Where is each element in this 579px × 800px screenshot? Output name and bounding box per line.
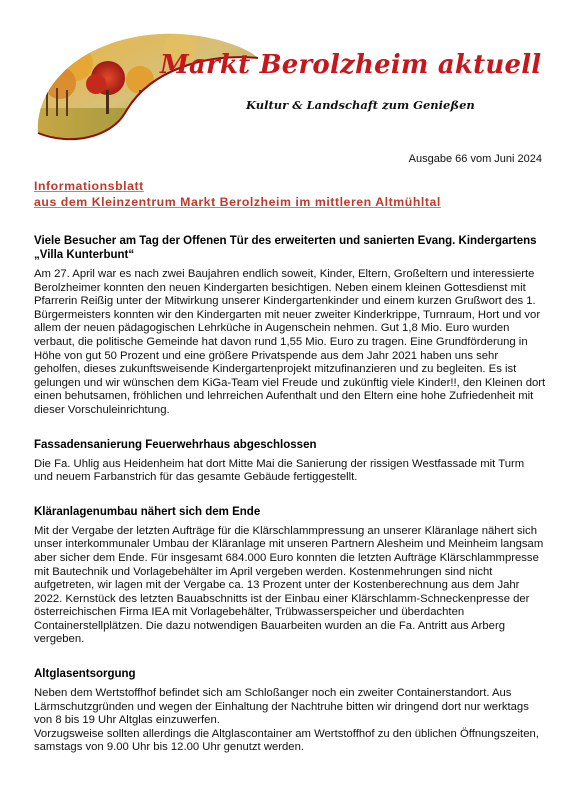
masthead-subtitle: Kultur & Landschaft zum Genießen xyxy=(246,98,475,112)
masthead-title: Markt Berolzheim aktuell xyxy=(160,50,542,80)
article-body: Die Fa. Uhlig aus Heidenheim hat dort Mitte Mai die Sanierung der rissigen Westfassade mit Turm und neuem Farbanstrich für das gesamte Gebäude fertiggestellt. xyxy=(34,457,525,484)
article-heading: Fassadensanierung Feuerwehrhaus abgeschlossen xyxy=(34,438,317,451)
article-klaeranlage xyxy=(34,505,546,647)
article-body: Mit der Vergabe der letzten Aufträge für die Klärschlammpressung an unserer Kläranlage nähert sich unser interkommunaler Umbau der Kläranlage mit unseren Partnern Alesheim und Meinheim langsam aber sicher dem Ende. Für insgesamt 684.000 Euro konnten die letzten Aufträge Klärschlammpresse mit Bautechnik und Vorlagebehälter im April vergeben werden. Kostenmehrungen sind nicht aufgetreten, wir lagen mit der Vergabe ca. 13 Prozent unter der Kostenberechnung aus dem Jahr 2022. Kernstück des letzten Bauabschnitts ist der Einbau einer Klärschlamm-Schneckenpresse der österreichischen Firma IEA mit Vorlagebehälter, Trübwasserspeicher und überdachten Containerstellplätzen. Die dazu notwendigen Bauarbeiten wurden an die Fa. Antritt aus Arberg vergeben. xyxy=(34,524,544,646)
infoblatt-line-1: Informationsblatt xyxy=(34,179,144,193)
article-list xyxy=(34,234,546,775)
infoblatt-heading xyxy=(34,178,441,210)
article-body: Neben dem Wertstoffhof befindet sich am Schloßanger noch ein zweiter Containerstandort. Aus Lärmschutzgründen und wegen der Einhaltung der Nachtruhe bitten wir dringend dort nur werktags von 8 bis 19 Uhr Altglas einzuwerfen. xyxy=(34,687,529,727)
article-altglas xyxy=(34,667,546,755)
article-feuerwehrhaus xyxy=(34,438,546,485)
article-heading: Viele Besucher am Tag der Offenen Tür des erweiterten und sanierten Evang. Kindergartens „Villa Kunterbunt“ xyxy=(34,235,537,261)
article-body-2: Vorzugsweise sollten allerdings die Altglascontainer am Wertstoffhof zu den üblichen Öffnungszeiten, samstags von 9.00 Uhr bis 12.00 Uhr genutzt werden. xyxy=(34,727,539,754)
article-kindergarten xyxy=(34,234,546,418)
issue-date: Ausgabe 66 vom Juni 2024 xyxy=(408,153,542,165)
infoblatt-line-2: aus dem Kleinzentrum Markt Berolzheim im mittleren Altmühltal xyxy=(34,195,441,209)
article-heading: Kläranlagenumbau nähert sich dem Ende xyxy=(34,505,261,518)
masthead xyxy=(0,0,579,160)
article-heading: Altglasentsorgung xyxy=(34,668,136,681)
article-body: Am 27. April war es nach zwei Baujahren endlich soweit, Kinder, Eltern, Großeltern und interessierte Berolzheimer konnten den neuen Kindergarten besichtigen. Neben einem kleinen Gottesdienst mit Pfarrerin Reißig unter der Mitwirkung unserer Kindergartenkinder und einem kurzen Grußwort des 1. Bürgermeisters konnten wir den Kindergarten mit neuer zweiter Kinderkrippe, Turnraum, Hort und vor allem der neuen pädagogischen Lehrküche in Augenschein nehmen. Gut 1,8 Mio. Euro wurden verbaut, die politische Gemeinde hat davon rund 1,55 Mio. Euro zu tragen. Eine Grundförderung in Höhe von gut 50 Prozent und eine größere Privatspende aus dem Jahr 2021 haben uns sehr geholfen, dieses zukunftsweisende Kindergartenprojekt mitzufinanzieren und zu begleiten. Es ist gelungen und wir wünschen dem KiGa-Team viel Freude und zukünftig viele Kinder!!, den Kleinen dort einen behutsamen, fröhlichen und lehrreichen Aufenthalt und den Eltern eine hohe Zufriedenheit mit dieser Vorschuleinrichtung. xyxy=(34,268,546,416)
autumn-landscape-logo xyxy=(30,28,260,148)
